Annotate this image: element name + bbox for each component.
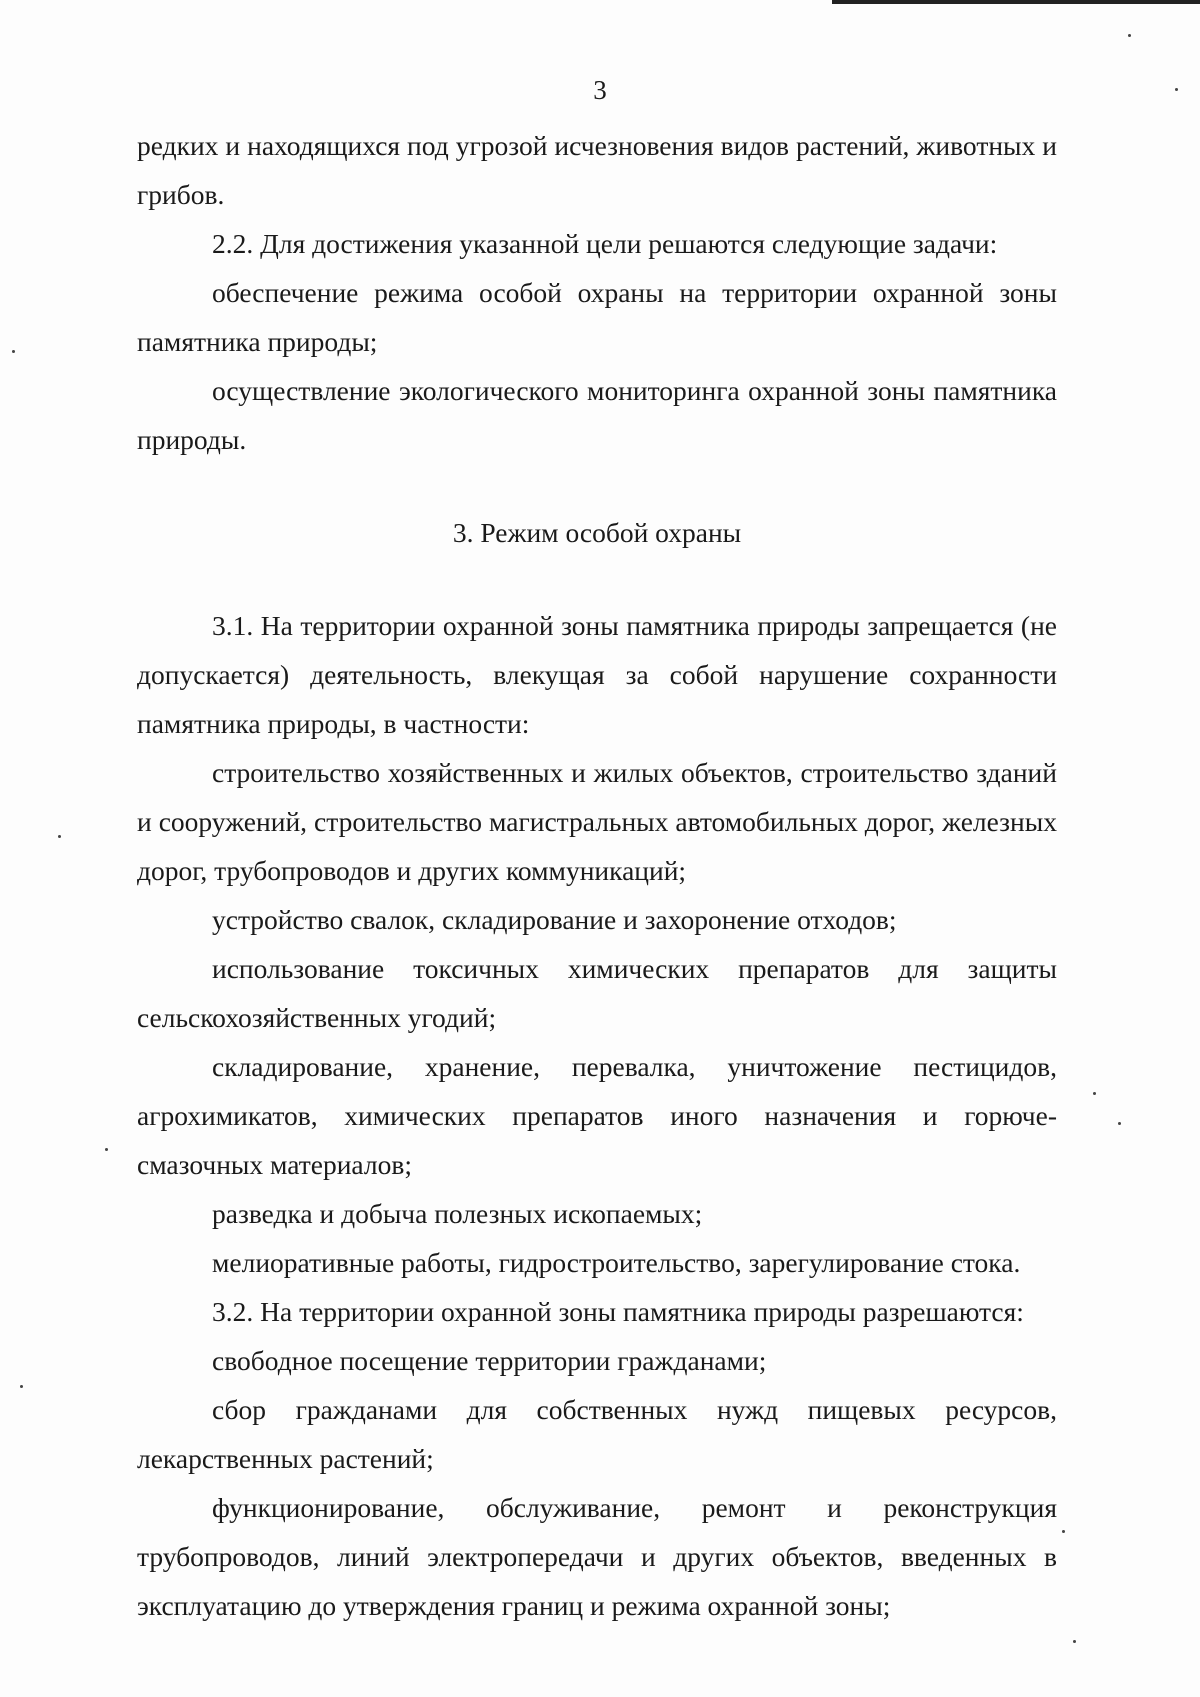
scan-speck	[1175, 88, 1178, 91]
scan-speck	[58, 835, 61, 838]
paragraph: использование токсичных химических препаратов для защиты сельскохозяйственных угодий;	[137, 953, 1057, 1033]
paragraph: обеспечение режима особой охраны на территории охранной зоны памятника природы;	[137, 277, 1057, 357]
scan-speck	[1062, 1530, 1065, 1533]
paragraph: 3.2. На территории охранной зоны памятника природы разрешаются:	[212, 1296, 1024, 1327]
paragraph: сбор гражданами для собственных нужд пищевых ресурсов, лекарственных растений;	[137, 1394, 1057, 1474]
paragraph: разведка и добыча полезных ископаемых;	[212, 1198, 703, 1229]
paragraph: мелиоративные работы, гидростроительство, зарегулирование стока.	[212, 1247, 1021, 1278]
paragraph: 3.1. На территории охранной зоны памятника природы запрещается (не допускается) деятельность, влекущая за собой нарушение сохранности памятника природы, в частности:	[137, 610, 1057, 739]
scan-speck	[105, 1148, 108, 1151]
paragraph: свободное посещение территории гражданами;	[212, 1345, 767, 1376]
paragraph: складирование, хранение, перевалка, уничтожение пестицидов, агрохимикатов, химических препаратов иного назначения и горюче-смазочных материалов;	[137, 1051, 1057, 1180]
section-heading: 3. Режим особой охраны	[452, 517, 742, 548]
scan-speck	[1128, 34, 1131, 37]
page-number: 3	[593, 75, 607, 105]
scan-speck	[1073, 1640, 1076, 1643]
paragraph: редких и находящихся под угрозой исчезновения видов растений, животных и грибов.	[137, 130, 1057, 210]
scan-speck	[1118, 1122, 1121, 1125]
scan-speck	[20, 1385, 23, 1388]
paragraph: функционирование, обслуживание, ремонт и реконструкция трубопроводов, линий электропередачи и других объектов, введенных в эксплуатацию до утверждения границ и режима охранной зоны;	[137, 1492, 1057, 1621]
paragraph: осуществление экологического мониторинга охранной зоны памятника природы.	[137, 375, 1057, 455]
scan-speck	[1093, 1092, 1096, 1095]
paragraph: 2.2. Для достижения указанной цели решаются следующие задачи:	[212, 228, 998, 259]
scan-speck	[12, 350, 15, 353]
paragraph: строительство хозяйственных и жилых объектов, строительство зданий и сооружений, строительство магистральных автомобильных дорог, железных дорог, трубопроводов и других коммуникаций;	[137, 757, 1057, 886]
document-body	[137, 121, 1057, 1630]
top-edge-rule	[832, 0, 1200, 4]
paragraph: устройство свалок, складирование и захоронение отходов;	[212, 904, 897, 935]
